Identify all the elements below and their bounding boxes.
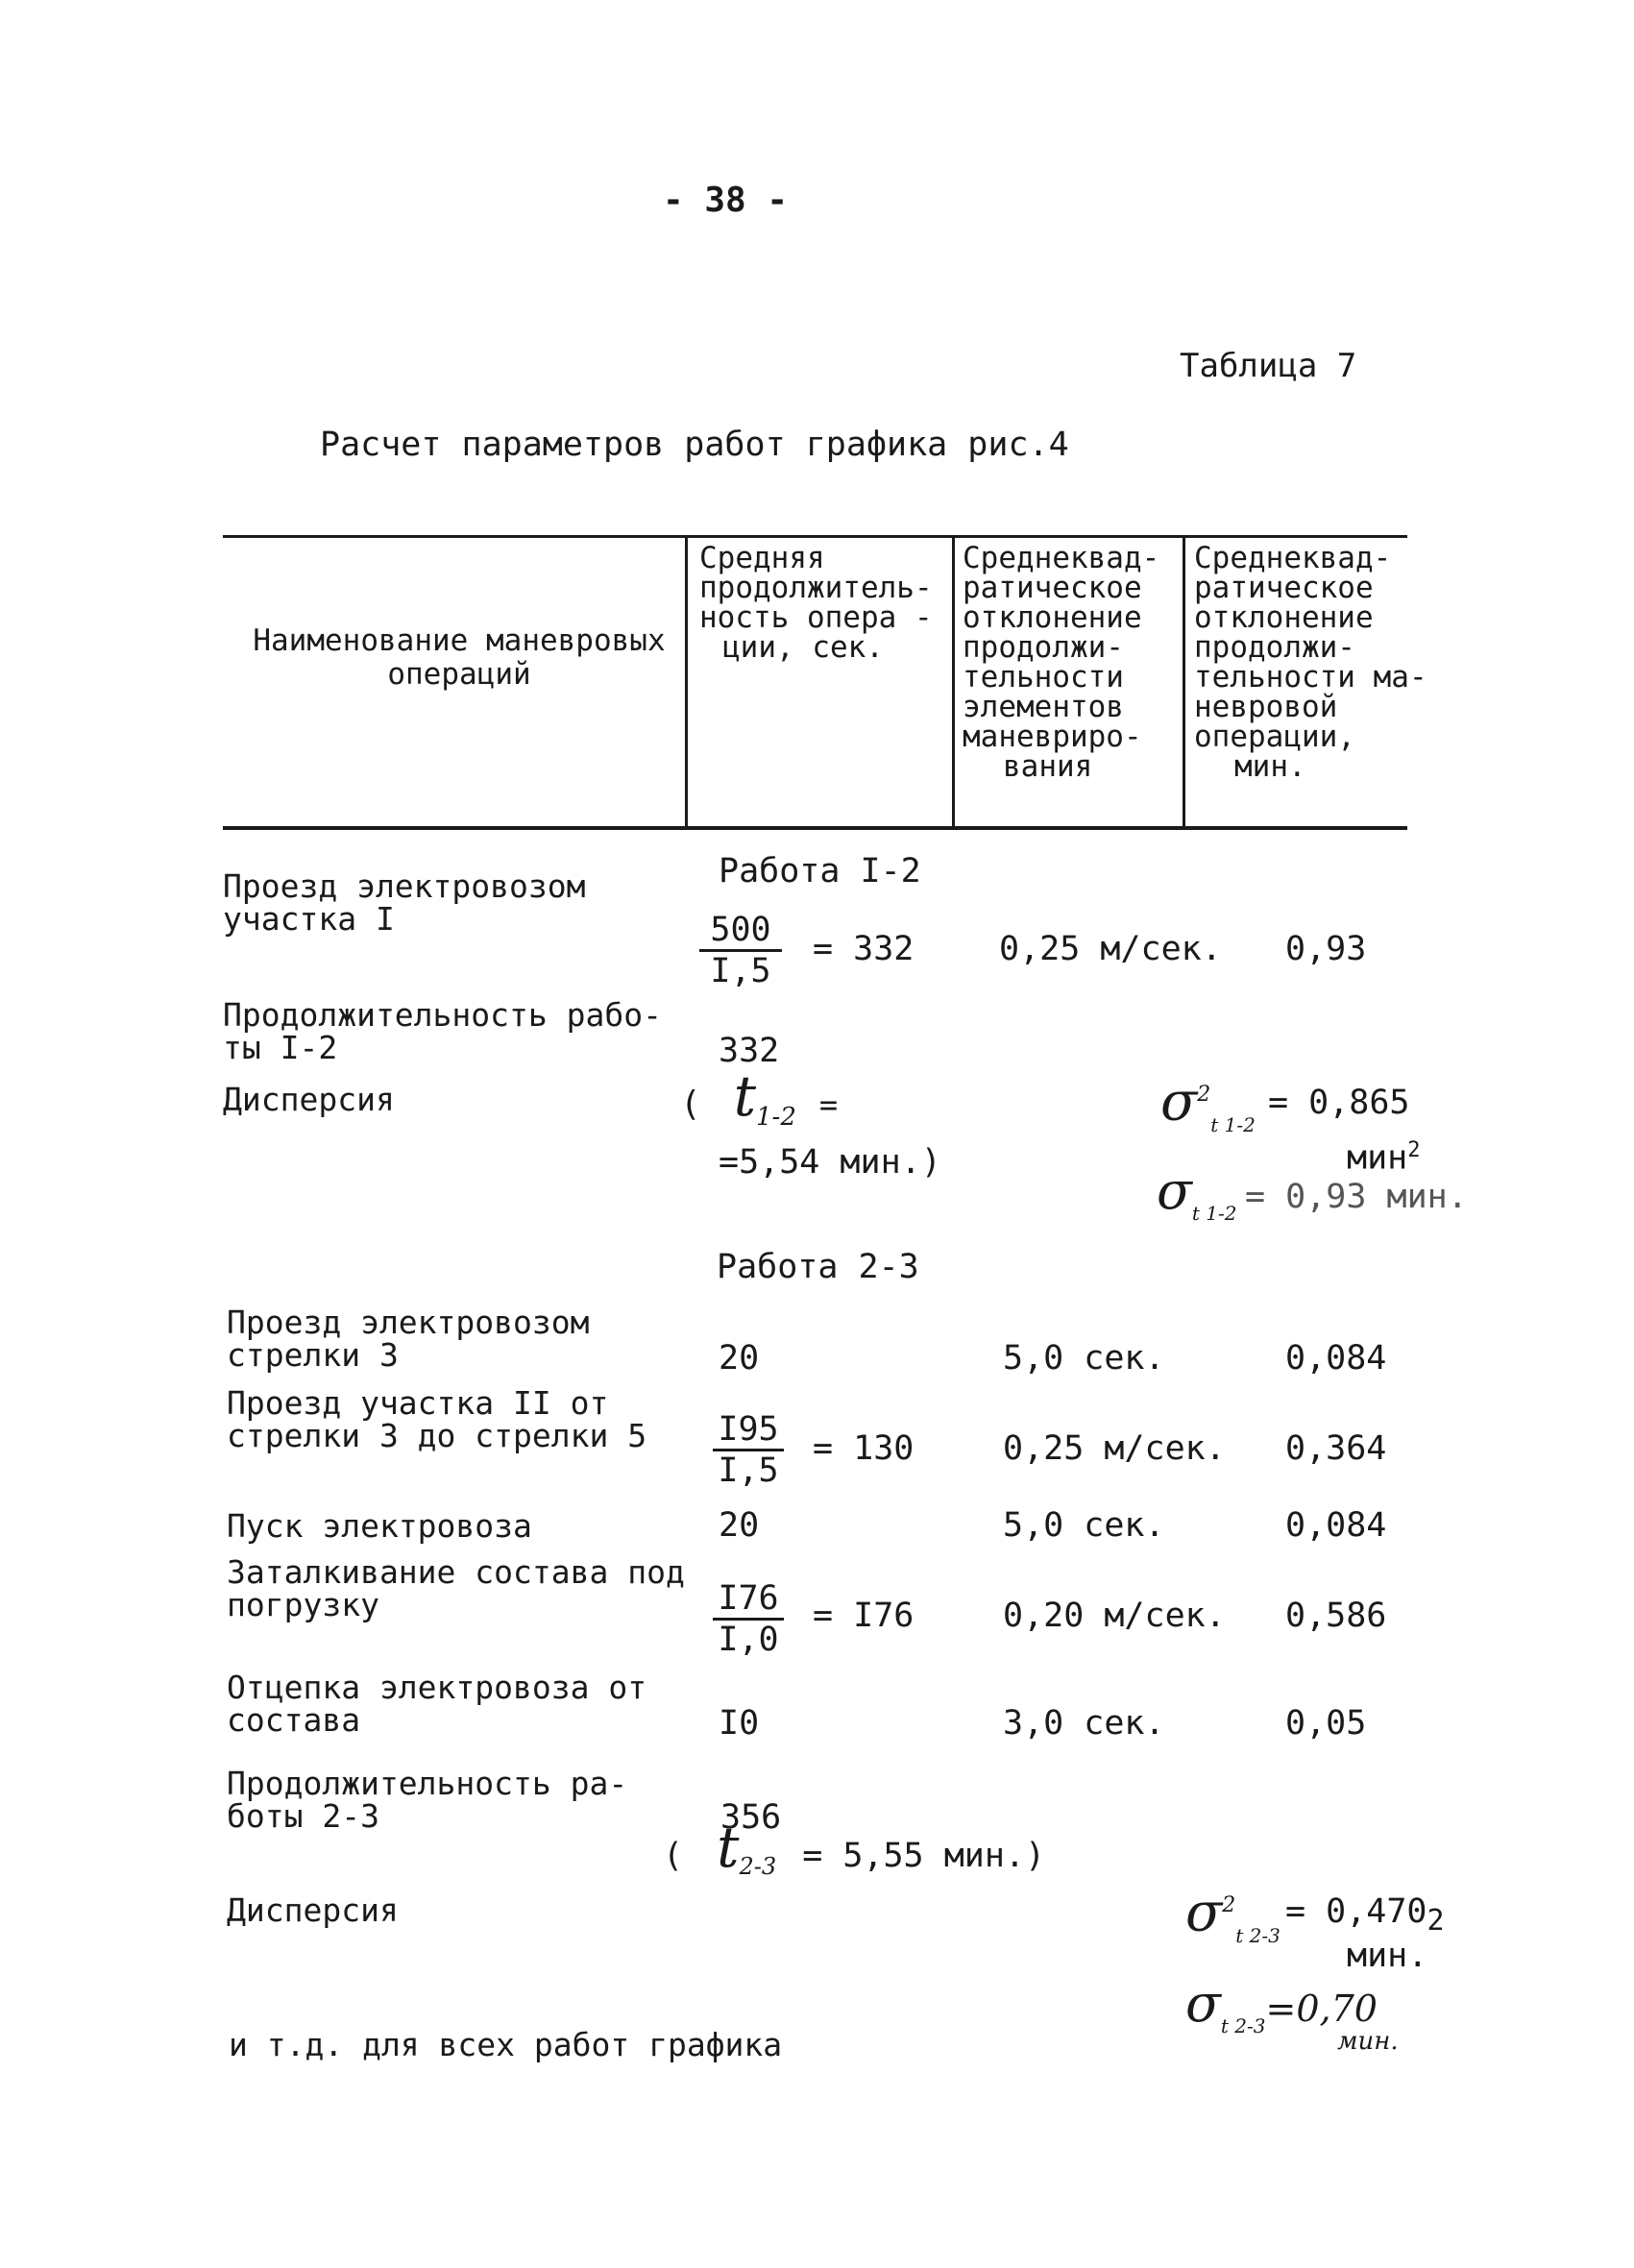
sigma-icon: σ xyxy=(1185,1881,1223,1944)
work-1-2-title: Работа I-2 xyxy=(719,852,921,890)
sigma-icon: σ xyxy=(1160,1070,1198,1134)
table-row: Пуск электровоза xyxy=(227,1507,532,1545)
work-1-2-sigma: $\sigma_{t 1-2}$ xyxy=(1157,1160,1237,1225)
header-avg-duration: Средняя продолжитель- ность опера - ции, сек. xyxy=(699,541,933,665)
row-deviation: 0,20 м/сек. xyxy=(1003,1597,1226,1635)
work-2-3-dispersion-label: Дисперсия xyxy=(227,1891,399,1929)
row-op-deviation: 0,93 xyxy=(1285,930,1367,968)
table-row: Отцепка электровоза от состава xyxy=(227,1669,647,1739)
row-fraction xyxy=(713,1412,784,1488)
header-top-rule xyxy=(223,535,1407,538)
work-2-3-sigma-squared-unit: мин. xyxy=(1347,1937,1428,1975)
work-1-2-t-value: =5,54 мин.) xyxy=(719,1143,941,1182)
row-deviation: 0,25 м/сек. xyxy=(1003,1429,1226,1468)
row-avg: 20 xyxy=(719,1506,760,1545)
fraction-denominator: I,0 xyxy=(718,1621,779,1659)
fraction-numerator: 500 xyxy=(699,913,782,952)
work-2-3-duration-value: 356 xyxy=(720,1798,782,1837)
table-label: Таблица 7 xyxy=(1180,347,1357,385)
work-2-3-t-expression: ( $t_{2-3} = 5,55$ мин.) xyxy=(663,1815,1046,1880)
page-number: - 38 - xyxy=(663,181,789,220)
fraction-numerator: I76 xyxy=(713,1581,784,1621)
work-1-2-sigma-squared-value: = 0,865 xyxy=(1268,1084,1410,1122)
work-2-3-duration-label: Продолжительность ра- боты 2-3 xyxy=(227,1765,628,1835)
fraction-denominator: I,5 xyxy=(718,1451,779,1490)
row-result: = 332 xyxy=(813,930,915,968)
work-1-2-sigma-squared: $\sigma^2_{t 1-2}$ xyxy=(1160,1070,1256,1136)
work-1-2-sigma-value: = 0,93 мин. xyxy=(1245,1178,1468,1216)
table-row: Проезд участка II от стрелки 3 до стрелки 5 xyxy=(227,1384,647,1454)
row-op-deviation: 0,084 xyxy=(1285,1506,1387,1545)
work-1-2-duration-label: Продолжительность рабо- ты I-2 xyxy=(223,996,662,1066)
row-deviation: 5,0 сек. xyxy=(1003,1506,1165,1545)
row-op-deviation: 0,084 xyxy=(1285,1339,1387,1378)
work-2-3-title: Работа 2-3 xyxy=(717,1248,919,1286)
row-fraction xyxy=(713,1581,784,1657)
sigma-icon: σ xyxy=(1157,1160,1192,1221)
work-1-2-duration-value: 332 xyxy=(719,1032,780,1070)
row-deviation: 5,0 сек. xyxy=(1003,1339,1165,1378)
row-result: = 130 xyxy=(813,1429,915,1468)
table-row: Заталкивание состава под погрузку xyxy=(227,1553,685,1623)
header-operation-name: Наименование маневровых операций xyxy=(253,623,666,692)
row-avg: 20 xyxy=(719,1339,760,1378)
row-result: = I76 xyxy=(813,1597,915,1635)
fraction-denominator: I,5 xyxy=(710,952,771,990)
work-1-2-t-expression: ( $t_{1-2}$ = xyxy=(680,1063,839,1132)
work-1-2-dispersion-label: Дисперсия xyxy=(223,1081,395,1118)
row-deviation: 0,25 м/сек. xyxy=(999,930,1222,968)
row-op-deviation: 0,364 xyxy=(1285,1429,1387,1468)
row-op-deviation: 0,05 xyxy=(1285,1704,1367,1743)
fraction-numerator: I95 xyxy=(713,1412,784,1451)
row-deviation: 3,0 сек. xyxy=(1003,1704,1165,1743)
header-divider-2 xyxy=(952,535,955,829)
header-operation-deviation: Среднеквад- ратическое отклонение продолжи- тельности ма- невровой операции, мин. xyxy=(1194,541,1427,784)
row-avg: I0 xyxy=(719,1704,760,1743)
row-fraction xyxy=(699,913,782,988)
table-row: Проезд электровозом стрелки 3 xyxy=(227,1304,590,1374)
work-2-3-sigma-squared: $\sigma^2_{t 2-3}$ xyxy=(1185,1881,1280,1947)
work-2-3-sigma: $\sigma_{t 2-3}=0,70$ xyxy=(1185,1973,1378,2037)
sigma-icon: σ xyxy=(1185,1973,1221,2034)
header-element-deviation: Среднеквад- ратическое отклонение продолжи- тельности элементов маневриро- вания xyxy=(963,541,1160,784)
row-name: Проезд электровозом участка I xyxy=(223,867,586,938)
header-divider-1 xyxy=(685,535,688,829)
row-op-deviation: 0,586 xyxy=(1285,1597,1387,1635)
work-1-2-sigma-squared-unit: мин$^2$ xyxy=(1347,1138,1421,1178)
header-divider-3 xyxy=(1183,535,1185,829)
footer-note: и т.д. для всех работ графика xyxy=(229,2026,783,2063)
table-title: Расчет параметров работ графика рис.4 xyxy=(320,426,1069,464)
work-2-3-sigma-unit: мин. xyxy=(1337,2027,1399,2056)
work-2-3-sigma-squared-value: = $0,470_2$ xyxy=(1285,1892,1445,1938)
header-bottom-rule xyxy=(223,826,1407,830)
